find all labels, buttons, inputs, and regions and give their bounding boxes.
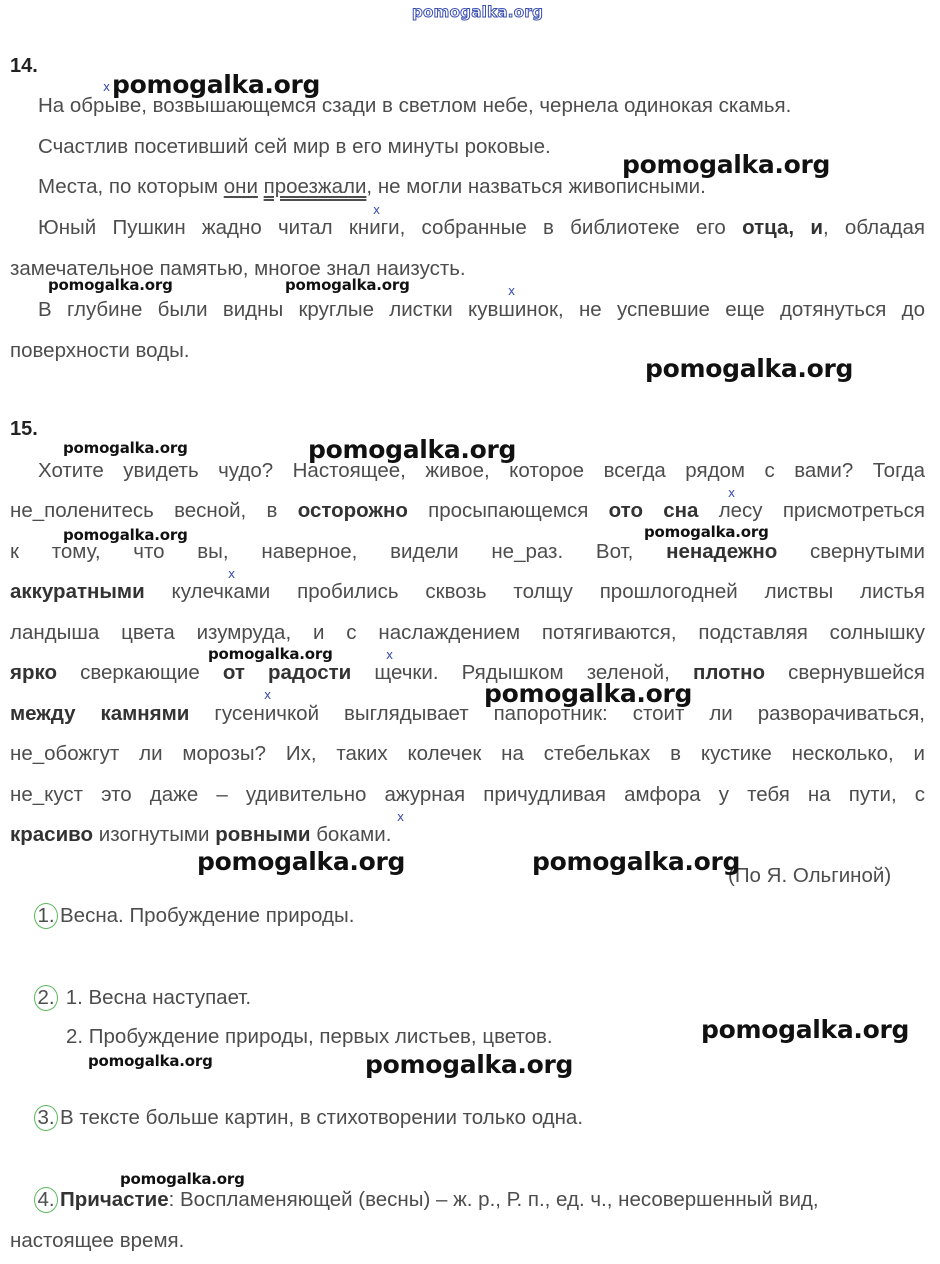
ex15-line-2: не_поленитесь весной, в осторожно просыпающемся ото сна лесу присмотреться <box>10 499 926 522</box>
ex15-line-7: между камнями гусеничкой выглядывает папоротник: стоит ли разворачиваться, <box>10 702 925 725</box>
watermark: pomogalka.org <box>365 1050 574 1079</box>
ex15-line-9: не_куст это даже – удивительно ажурная причудливая амфора у тебя на пути, с <box>10 783 925 806</box>
ex15-line-1: Хотите увидеть чудо? Настоящее, живое, которое всегда рядом с вами? Тогда <box>38 459 925 482</box>
ex15-line-3: к тому, что вы, наверное, видели не_раз. Вот, ненадежно свернутыми <box>10 540 925 563</box>
answer-3-number: 3. <box>34 1105 58 1131</box>
watermark: pomogalka.org <box>197 847 406 876</box>
x-mark: x <box>373 203 381 217</box>
watermark: pomogalka.org <box>308 435 517 464</box>
answer-2-number: 2. <box>34 985 58 1011</box>
exercise-15-number: 15. <box>10 418 38 440</box>
answer-3: 3. В тексте больше картин, в стихотворении только одна. <box>34 1105 583 1131</box>
ex15-line-10: красиво изогнутыми ровными боками. <box>10 823 392 846</box>
exercise-14-number: 14. <box>10 55 38 77</box>
ex15-line-5: ландыша цвета изумруда, и с наслаждением потягиваются, подставляя солнышку <box>10 621 925 644</box>
ex14-sentence-4-cont: замечательное памятью, многое знал наизусть. <box>10 257 466 280</box>
watermark: pomogalka.org <box>701 1015 910 1044</box>
watermark: pomogalka.org <box>532 847 741 876</box>
source-attribution: (По Я. Ольгиной) <box>728 864 892 887</box>
watermark: pomogalka.org <box>208 645 333 663</box>
ex14-sentence-3: Места, по которым они проезжали, не могли назваться живописными. <box>38 175 706 198</box>
watermark: pomogalka.org <box>63 439 188 457</box>
top-watermark: pomogalka.org <box>412 3 544 21</box>
watermark: pomogalka.org <box>88 1052 213 1070</box>
ex15-line-4: аккуратными кулечками пробились сквозь толщу прошлогодней листвы листья <box>10 580 925 603</box>
watermark: pomogalka.org <box>644 523 769 541</box>
watermark: pomogalka.org <box>112 70 321 99</box>
ex14-sentence-5: В глубине были видны круглые листки кувшинок, не успевшие еще дотянуться до <box>38 298 925 321</box>
x-mark: x <box>228 567 236 581</box>
ex15-line-6: ярко сверкающие от радости щечки. Рядышком зеленой, плотно свернувшейся <box>10 661 925 684</box>
answer-1-number: 1. <box>34 903 58 929</box>
x-mark: x <box>386 648 394 662</box>
answer-4: 4. Причастие: Воспламеняющей (весны) – ж. р., Р. п., ед. ч., несовершенный вид, <box>34 1187 819 1213</box>
x-mark: x <box>728 486 736 500</box>
answer-4-cont: настоящее время. <box>10 1229 185 1252</box>
watermark: pomogalka.org <box>645 354 854 383</box>
x-mark: x <box>397 810 405 824</box>
watermark: pomogalka.org <box>48 276 173 294</box>
x-mark: x <box>264 688 272 702</box>
answer-2-item-2: 2. Пробуждение природы, первых листьев, цветов. <box>66 1025 553 1048</box>
watermark: pomogalka.org <box>63 526 188 544</box>
ex15-line-8: не_обожгут ли морозы? Их, таких колечек на стебельках в кустике несколько, и <box>10 742 925 765</box>
watermark: pomogalka.org <box>285 276 410 294</box>
x-mark: x <box>103 80 111 94</box>
subject-underline: они <box>223 175 258 198</box>
ex14-sentence-5-cont: поверхности воды. <box>10 339 190 362</box>
ex14-sentence-2: Счастлив посетивший сей мир в его минуты роковые. <box>38 135 551 158</box>
answer-2: 2. 1. Весна наступает. <box>34 985 251 1011</box>
watermark: pomogalka.org <box>120 1170 245 1188</box>
ex14-sentence-1: На обрыве, возвышающемся сзади в светлом небе, чернела одинокая скамья. <box>38 94 792 117</box>
predicate-underline: проезжали <box>263 175 367 198</box>
watermark: pomogalka.org <box>484 679 693 708</box>
x-mark: x <box>508 284 516 298</box>
ex14-sentence-4: Юный Пушкин жадно читал книги, собранные в библиотеке его отца, и, обладая <box>38 216 925 239</box>
answer-1: 1. Весна. Пробуждение природы. <box>34 903 354 929</box>
watermark: pomogalka.org <box>622 150 831 179</box>
answer-4-number: 4. <box>34 1187 58 1213</box>
